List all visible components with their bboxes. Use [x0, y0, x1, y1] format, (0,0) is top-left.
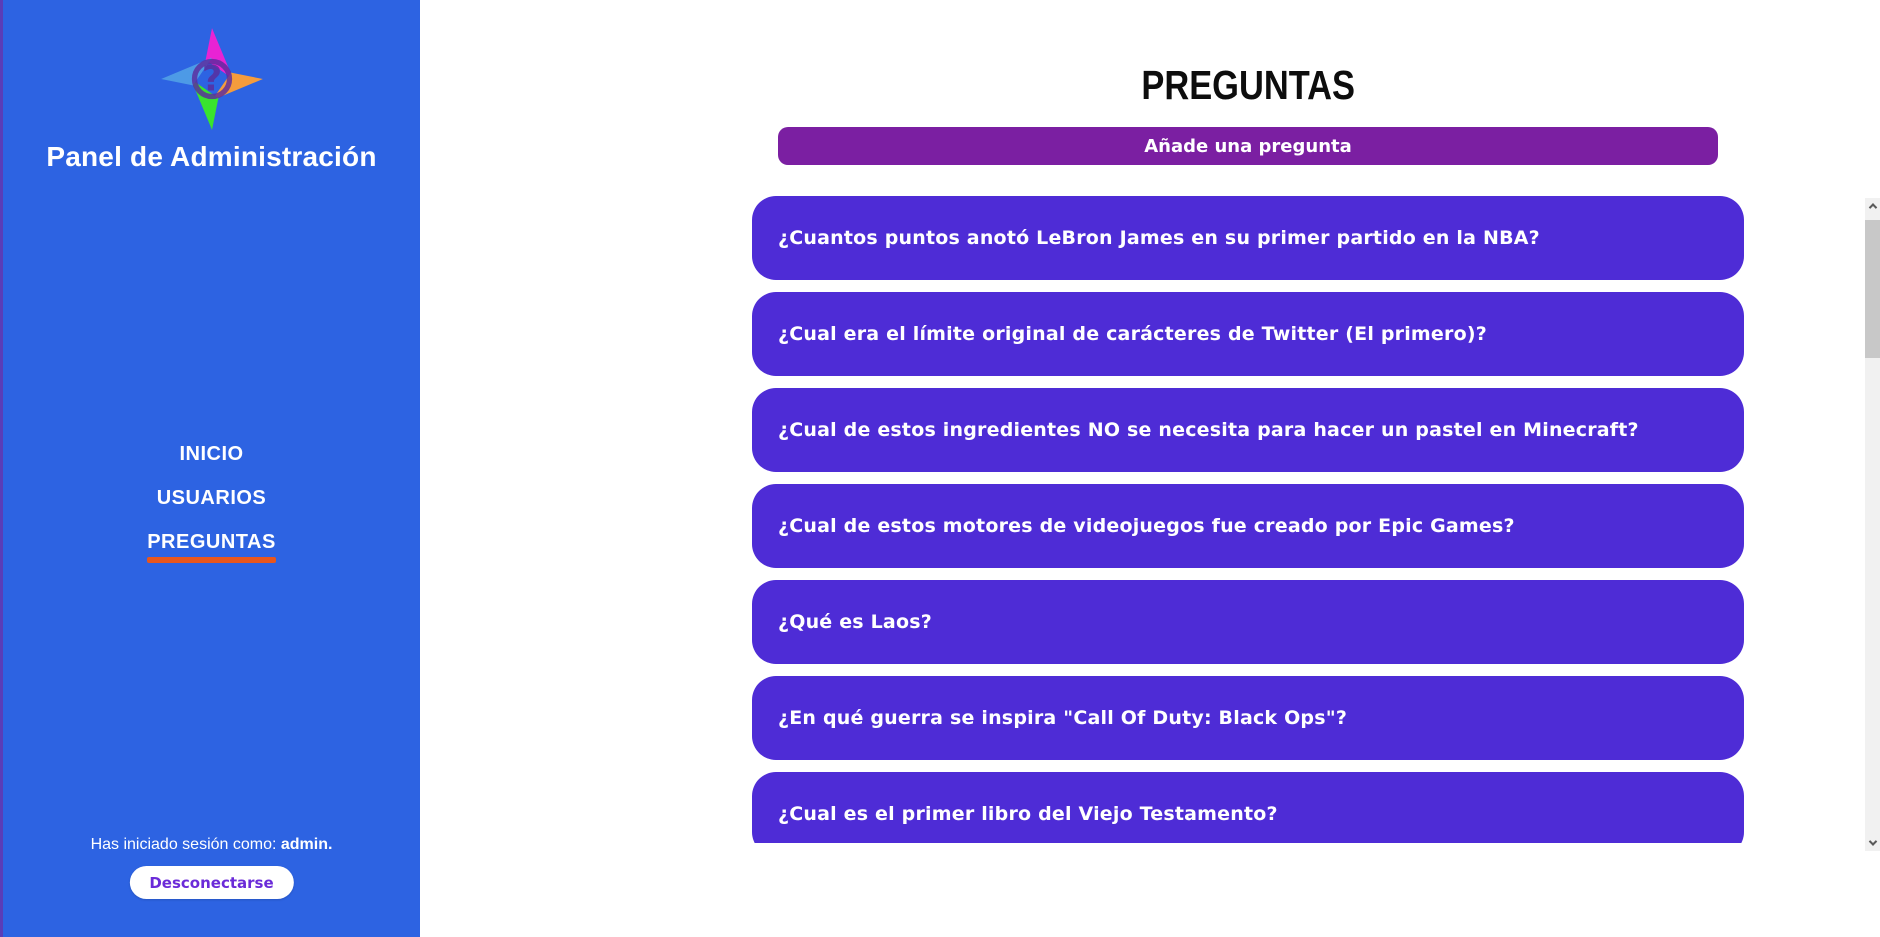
main-content: [420, 0, 1880, 937]
chevron-up-icon: [1868, 203, 1876, 211]
add-question-button[interactable]: Añade una pregunta: [778, 127, 1718, 165]
sidebar-item-usuarios[interactable]: [3, 486, 420, 510]
question-text: ¿Qué es Laos?: [778, 611, 932, 633]
active-item-underline: [147, 557, 276, 563]
scroll-down-button[interactable]: [1865, 835, 1880, 851]
question-text: ¿Cual de estos motores de videojuegos fue creado por Epic Games?: [778, 515, 1515, 537]
sidebar-item-inicio[interactable]: [3, 442, 420, 466]
sidebar-title: Panel de Administración: [46, 141, 377, 172]
sidebar-item-label: INICIO: [179, 443, 244, 465]
session-status: [3, 836, 420, 854]
question-card[interactable]: [752, 388, 1744, 472]
session-username: admin.: [280, 836, 333, 853]
question-list-scrollbar[interactable]: [1865, 198, 1880, 851]
page-title: PREGUNTAS: [1141, 62, 1355, 108]
question-text: ¿Cuantos puntos anotó LeBron James en su primer partido en la NBA?: [778, 227, 1540, 249]
content-column: [752, 0, 1744, 843]
question-text: ¿Cual de estos ingredientes NO se necesita para hacer un pastel en Minecraft?: [778, 419, 1639, 441]
question-text: ¿Cual era el límite original de carácteres de Twitter (El primero)?: [778, 323, 1487, 345]
question-card[interactable]: [752, 292, 1744, 376]
sidebar: [0, 0, 420, 937]
sidebar-item-label: USUARIOS: [156, 487, 267, 509]
question-card[interactable]: [752, 580, 1744, 664]
logout-button[interactable]: Desconectarse: [129, 866, 293, 899]
chevron-down-icon: [1868, 837, 1876, 845]
sidebar-item-preguntas[interactable]: [3, 530, 420, 563]
sidebar-item-label: PREGUNTAS: [147, 531, 276, 553]
session-prefix: Has iniciado sesión como:: [90, 836, 281, 853]
question-list: [752, 190, 1744, 843]
question-pinwheel-logo-icon: [159, 26, 265, 132]
app-logo: [3, 26, 420, 137]
scrollbar-thumb[interactable]: [1865, 220, 1880, 358]
sidebar-nav: [3, 442, 420, 583]
logo-question-mark-icon: ?: [201, 59, 222, 100]
question-card[interactable]: [752, 196, 1744, 280]
question-card[interactable]: [752, 676, 1744, 760]
question-text: ¿Cual es el primer libro del Viejo Testamento?: [778, 803, 1278, 825]
question-card[interactable]: [752, 772, 1744, 843]
scroll-up-button[interactable]: [1865, 198, 1880, 214]
question-card[interactable]: [752, 484, 1744, 568]
question-text: ¿En qué guerra se inspira "Call Of Duty: Black Ops"?: [778, 707, 1348, 729]
